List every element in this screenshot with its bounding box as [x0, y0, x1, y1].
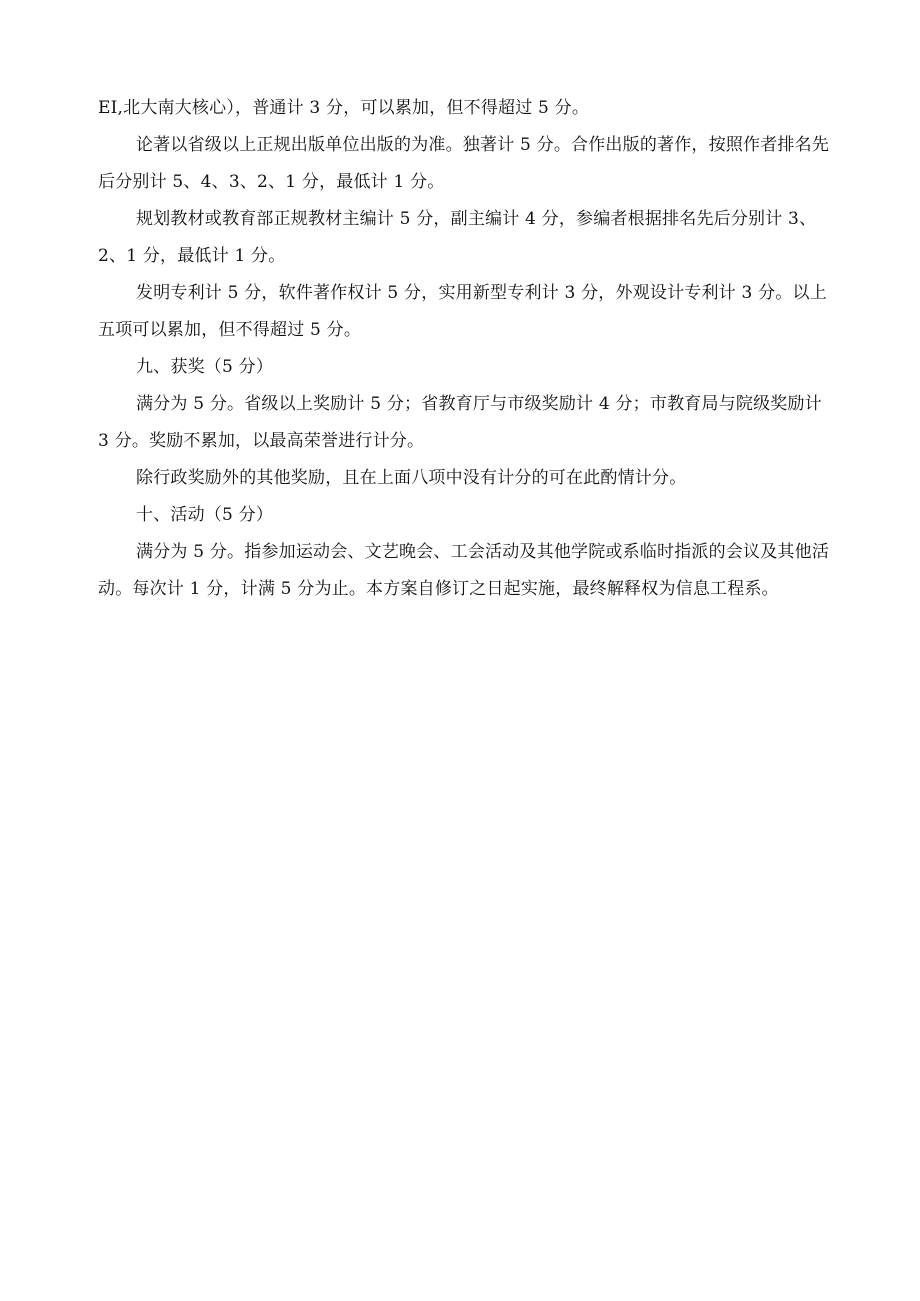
- paragraph-other-awards: 除行政奖励外的其他奖励，且在上面八项中没有计分的可在此酌情计分。: [136, 468, 687, 488]
- paragraph-continuation: EI,北大南大核心），普通计 3 分，可以累加，但不得超过 5 分。: [98, 98, 590, 118]
- document-page: [98, 90, 833, 608]
- paragraph-patent: 发明专利计 5 分，软件著作权计 5 分，实用新型专利计 3 分，外观设计专利计 3 分。以上五项可以累加，但不得超过 5 分。: [98, 283, 827, 340]
- paragraph-awards-scoring: 满分为 5 分。省级以上奖励计 5 分；省教育厅与市级奖励计 4 分；市教育局与院级奖励计 3 分。奖励不累加，以最高荣誉进行计分。: [98, 394, 822, 451]
- section-heading-activities: 十、活动（5 分）: [136, 505, 274, 525]
- section-heading-awards: 九、获奖（5 分）: [136, 357, 274, 377]
- paragraph-textbook: 规划教材或教育部正规教材主编计 5 分，副主编计 4 分，参编者根据排名先后分别计 3、2、1 分，最低计 1 分。: [98, 209, 817, 266]
- paragraph-monograph: 论著以省级以上正规出版单位出版的为准。独著计 5 分。合作出版的著作，按照作者排名先后分别计 5、4、3、2、1 分，最低计 1 分。: [98, 135, 830, 192]
- paragraph-activities-scoring: 满分为 5 分。指参加运动会、文艺晚会、工会活动及其他学院或系临时指派的会议及其他活动。每次计 1 分，计满 5 分为止。本方案自修订之日起实施，最终解释权为信息工程系。: [98, 542, 830, 599]
